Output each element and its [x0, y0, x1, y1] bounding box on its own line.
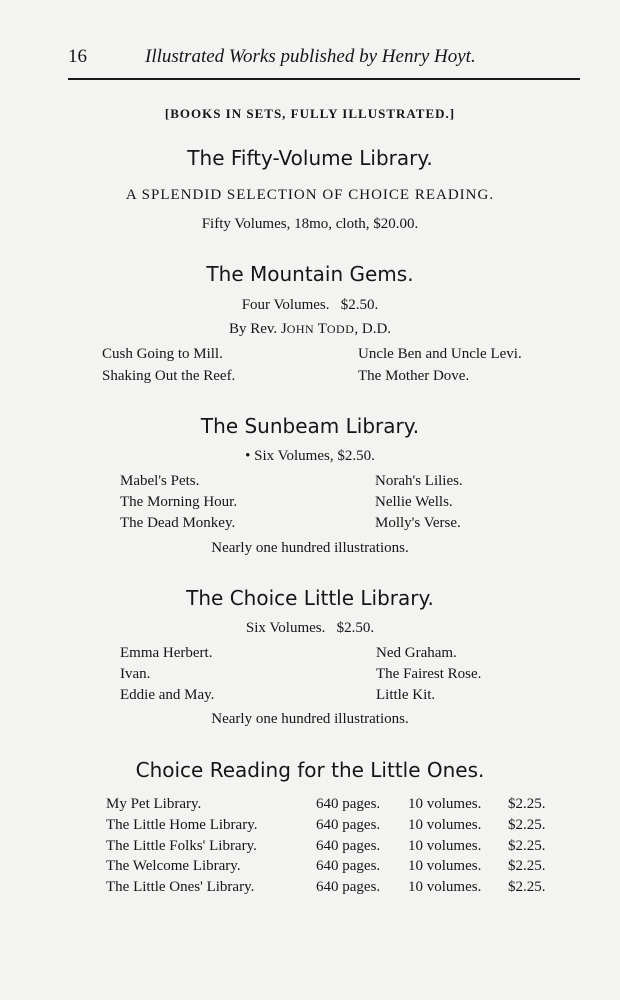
table-row-pages: 640 pages. [316, 796, 381, 812]
table-row-name: The Little Home Library. [106, 817, 258, 833]
list-item: Uncle Ben and Uncle Levi. [358, 346, 522, 362]
list-item: Mabel's Pets. [120, 473, 200, 489]
table-row-price: $2.25. [508, 858, 546, 874]
list-item: Molly's Verse. [375, 515, 461, 531]
sunbeam-note: Nearly one hundred illustrations. [211, 540, 409, 556]
table-row-pages: 640 pages. [316, 858, 381, 874]
author-smallcaps-last: ODD [326, 322, 355, 336]
table-row-name: The Welcome Library. [106, 858, 241, 874]
choice-little-note: Nearly one hundred illustrations. [211, 711, 409, 727]
mountain-gems-info: Four Volumes. $2.50. [241, 297, 379, 313]
header-rule [68, 78, 580, 80]
author-mid: T [314, 321, 327, 337]
list-item: Shaking Out the Reef. [102, 368, 236, 384]
table-row-pages: 640 pages. [316, 817, 381, 833]
running-title: Illustrated Works published by Henry Hoyt. [145, 46, 476, 67]
list-item: The Fairest Rose. [376, 666, 482, 682]
list-item: Norah's Lilies. [375, 473, 463, 489]
list-item: Ivan. [120, 666, 151, 682]
table-row-volumes: 10 volumes. [408, 817, 482, 833]
mountain-gems-title: The Mountain Gems. [206, 262, 414, 286]
fifty-volume-subtitle: A SPLENDID SELECTION OF CHOICE READING. [125, 187, 495, 203]
page-number: 16 [68, 46, 87, 67]
table-row-name: The Little Ones' Library. [106, 879, 255, 895]
table-row-volumes: 10 volumes. [408, 858, 482, 874]
table-row-name: My Pet Library. [106, 796, 202, 812]
table-row-price: $2.25. [508, 838, 546, 854]
list-item: Little Kit. [376, 687, 436, 703]
author-prefix: By Rev. J [228, 321, 287, 337]
table-row-price: $2.25. [508, 817, 546, 833]
section-label: [BOOKS IN SETS, FULLY ILLUSTRATED.] [164, 106, 456, 121]
list-item: Cush Going to Mill. [102, 346, 223, 362]
choice-little-info: Six Volumes. $2.50. [245, 620, 375, 636]
choice-little-title: The Choice Little Library. [186, 586, 434, 610]
list-item: Eddie and May. [120, 687, 215, 703]
table-row-volumes: 10 volumes. [408, 879, 482, 895]
mountain-gems-author [0, 321, 620, 338]
fifty-volume-title: The Fifty-Volume Library. [187, 146, 433, 170]
author-suffix: , D.D. [354, 321, 392, 337]
little-ones-title: Choice Reading for the Little Ones. [135, 758, 485, 782]
table-row-name: The Little Folks' Library. [106, 838, 257, 854]
table-row-pages: 640 pages. [316, 838, 381, 854]
table-row-volumes: 10 volumes. [408, 796, 482, 812]
table-row-pages: 640 pages. [316, 879, 381, 895]
table-row-price: $2.25. [508, 796, 546, 812]
list-item: Nellie Wells. [375, 494, 453, 510]
list-item: The Mother Dove. [358, 368, 470, 384]
table-row-price: $2.25. [508, 879, 546, 895]
sunbeam-info: • Six Volumes, $2.50. [245, 448, 375, 464]
list-item: The Morning Hour. [120, 494, 238, 510]
author-smallcaps-first: OHN [286, 322, 315, 336]
list-item: Emma Herbert. [120, 645, 213, 661]
list-item: Ned Graham. [376, 645, 457, 661]
sunbeam-title: The Sunbeam Library. [200, 414, 420, 438]
list-item: The Dead Monkey. [120, 515, 236, 531]
table-row-volumes: 10 volumes. [408, 838, 482, 854]
fifty-volume-info: Fifty Volumes, 18mo, cloth, $20.00. [201, 216, 419, 232]
